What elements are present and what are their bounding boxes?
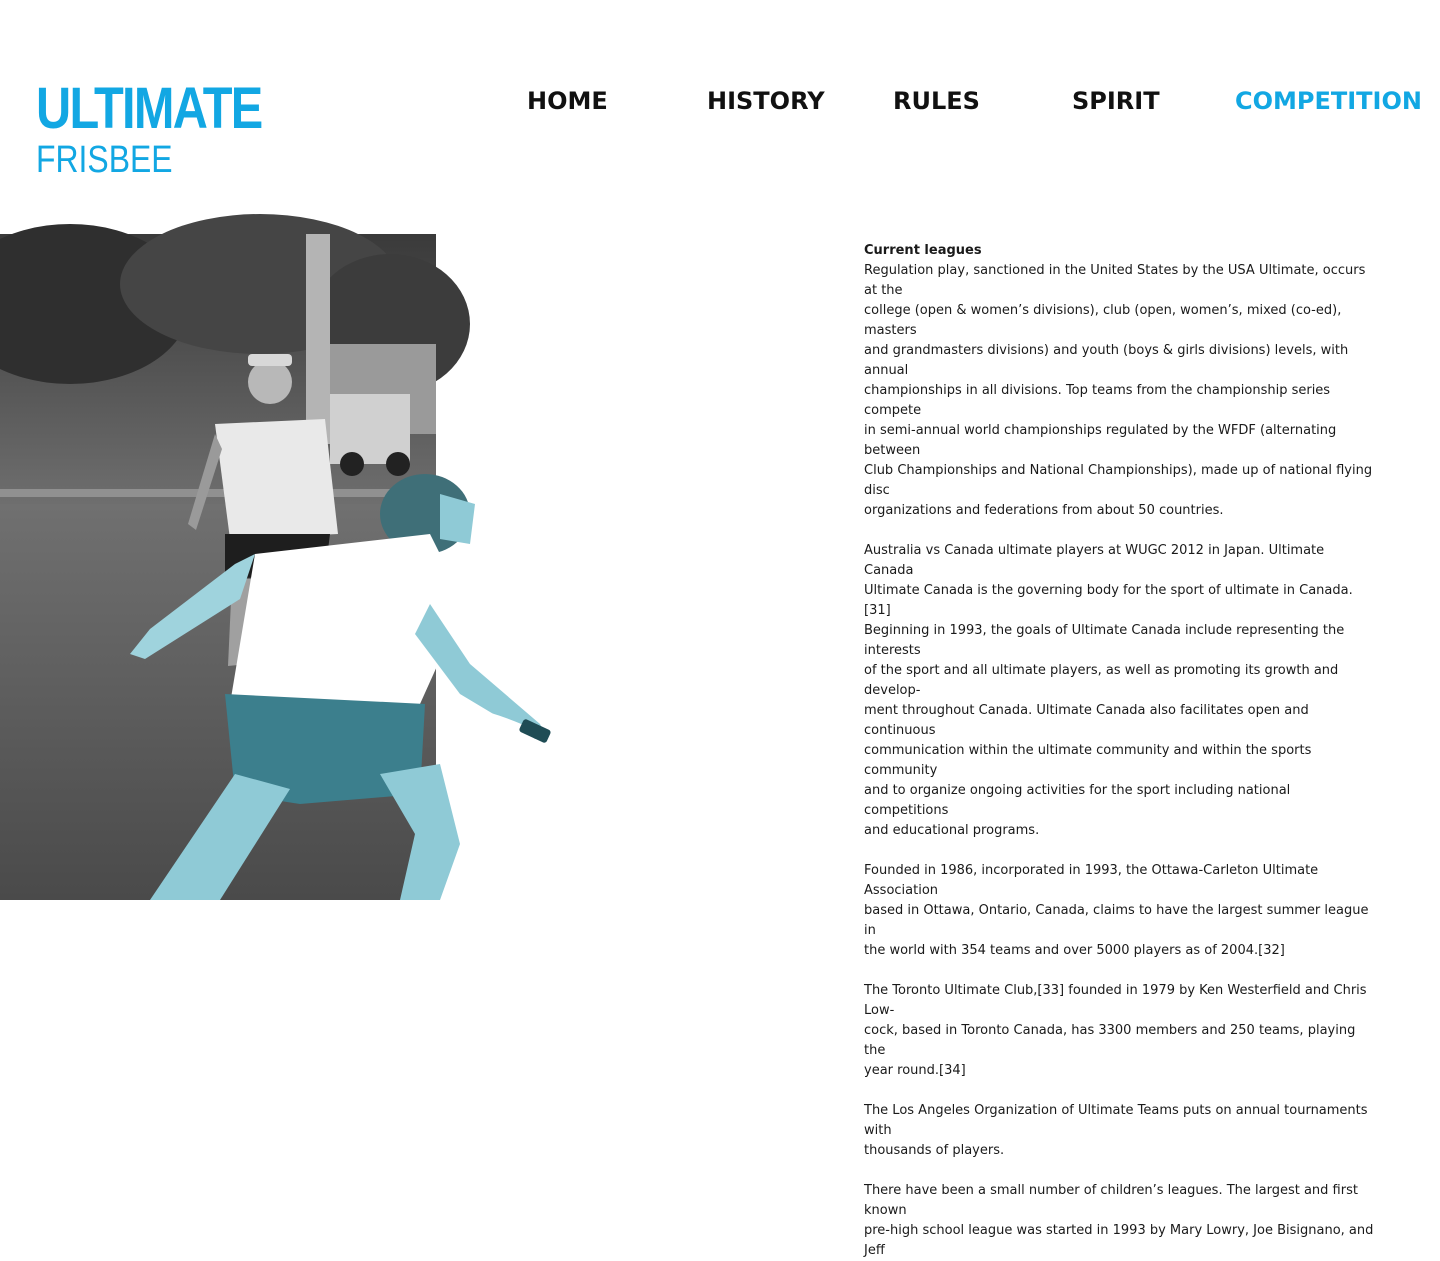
nav-competition-link[interactable]: COMPETITION (1235, 87, 1422, 115)
logo-title: ULTIMATE (36, 76, 262, 141)
article-paragraph: There have been a small number of children’s leagues. The largest and first known pre-high school league was started in 1993 by Mary Lowry, Joe Bisignano, and Jeff (864, 1183, 1374, 1258)
article-paragraph: Australia vs Canada ultimate players at WUGC 2012 in Japan. Ultimate Canada Ultimate Canada is the governing body for the sport of ultimate in Canada.[31] Beginning in 1993, the goals of Ultimate Canada include representing the interests of the sport and all ultimate players, as well as promoting its growth and develop- ment throughout Canada. Ultimate Canada also facilitates open and continuous communication within the ultimate community and within the sports community and to organize ongoing activities for the sport including national competitions and educational programs. (864, 543, 1353, 838)
article-content (864, 241, 1374, 1258)
article-paragraph: Regulation play, sanctioned in the United States by the USA Ultimate, occurs at the college (open & women’s divisions), club (open, women’s, mixed (co-ed), masters and grandmasters divisions) and youth (boys & girls divisions) levels, with annual championships in all divisions. Top teams from the championship series compete in semi-annual world championships regulated by the WFDF (alternating between Club Championships and National Championships), made up of national flying disc organizations and federations from about 50 countries. (864, 263, 1373, 518)
nav-spirit-link[interactable]: SPIRIT (1072, 87, 1160, 115)
main-navigation (0, 86, 1440, 116)
nav-history-link[interactable]: HISTORY (707, 87, 825, 115)
article-heading: Current leagues (864, 243, 982, 258)
ultimate-players-photo (0, 234, 560, 900)
photo-illustration (0, 234, 560, 900)
article-paragraph: The Los Angeles Organization of Ultimate Teams puts on annual tournaments with thousands of players. (864, 1103, 1368, 1158)
article-paragraph: Founded in 1986, incorporated in 1993, the Ottawa-Carleton Ultimate Association based in Ottawa, Ontario, Canada, claims to have the largest summer league in the world with 354 teams and over 5000 players as of 2004.[32] (864, 863, 1369, 958)
nav-home-link[interactable]: HOME (527, 87, 608, 115)
logo-subtitle: FRISBEE (36, 139, 173, 181)
nav-rules-link[interactable]: RULES (893, 87, 980, 115)
article-paragraph: The Toronto Ultimate Club,[33] founded in 1979 by Ken Westerfield and Chris Low- cock, based in Toronto Canada, has 3300 members and 250 teams, playing the year round.[34] (864, 983, 1367, 1078)
